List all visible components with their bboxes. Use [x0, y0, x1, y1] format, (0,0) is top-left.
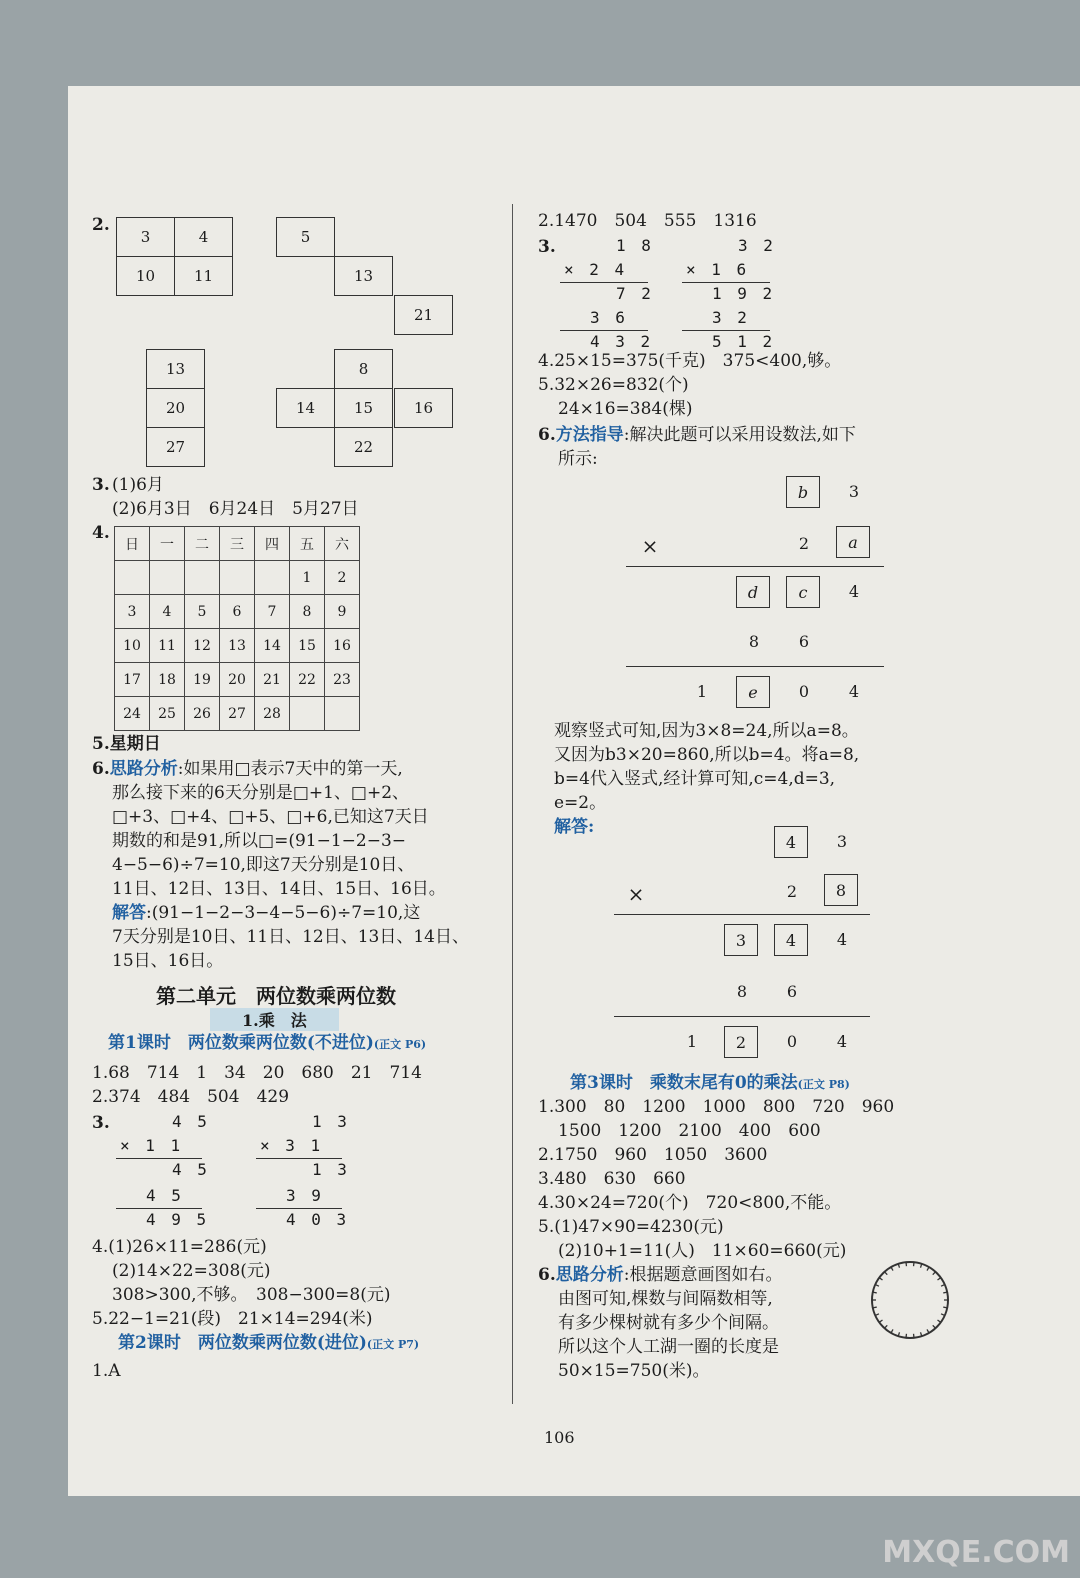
digit-box: a: [836, 526, 870, 558]
tree-tick: [941, 1314, 945, 1316]
page-number: 106: [544, 1428, 575, 1447]
calendar-cell: 13: [220, 629, 255, 663]
calc4-line: 3 2: [738, 236, 776, 255]
net-cell: 20: [146, 388, 205, 428]
calc1-line: 4 5: [146, 1186, 184, 1205]
tree-tick: [933, 1325, 936, 1328]
calc3-line: × 2 4: [564, 260, 628, 279]
calendar-cell: 12: [185, 629, 220, 663]
calendar-header-cell: 五: [290, 527, 325, 561]
l1-q4-line-2: (2)14×22=308(元): [112, 1261, 271, 1281]
lesson2-heading: [118, 1332, 419, 1356]
digit-box: c: [786, 576, 820, 608]
tree-tick: [891, 1267, 893, 1270]
calendar-cell: 10: [115, 629, 150, 663]
digit: 1: [696, 682, 708, 701]
net-cell: 10: [116, 256, 175, 296]
digit: 2: [798, 534, 810, 553]
answer-box: 3: [724, 924, 758, 956]
calendar-cell: 14: [255, 629, 290, 663]
digit: 6: [786, 982, 798, 1001]
tree-tick: [941, 1285, 945, 1287]
tree-tick: [943, 1292, 947, 1293]
net-cell: 21: [394, 295, 453, 335]
net-cell: 4: [174, 217, 233, 257]
q6-line-6: 11日、12日、13日、14日、15日、16日。: [112, 879, 446, 899]
l3-q4: 4.30×24=720(个) 720<800,不能。: [538, 1193, 842, 1213]
puzzle-rule: [626, 666, 884, 667]
net-cell: 5: [276, 217, 335, 257]
calc3-line: 4 3 2: [590, 332, 654, 351]
calc4-line: × 1 6: [686, 260, 750, 279]
calc4-rule: [682, 330, 770, 331]
q3-label: 3.: [92, 475, 110, 495]
answer-box: 4: [774, 924, 808, 956]
calendar-cell: 2: [325, 561, 360, 595]
calendar-cell: 18: [150, 663, 185, 697]
calendar-row: [115, 697, 360, 731]
calendar-row: [115, 629, 360, 663]
answer-head: 解答:: [554, 817, 595, 837]
times-sign: ×: [641, 534, 659, 558]
digit: 4: [848, 582, 860, 601]
digit: 2: [786, 882, 798, 901]
lesson1-title: 第1课时 两位数乘两位数(不进位): [108, 1033, 374, 1053]
calendar-cell: 25: [150, 697, 185, 731]
calc3-rule: [560, 282, 648, 283]
r-q6-text: :解决此题可以采用设数法,如下: [623, 425, 856, 445]
digit-box: d: [736, 576, 770, 608]
calendar-cell: [185, 561, 220, 595]
r-q3-label: 3.: [538, 237, 556, 257]
lesson2-ref: (正文 P7): [366, 1338, 420, 1351]
digit: 4: [836, 1032, 848, 1051]
l3-q5-line-2: (2)10+1=11(人) 11×60=660(元): [558, 1241, 847, 1261]
net-cell: 13: [334, 256, 393, 296]
tree-tick: [873, 1292, 877, 1293]
calendar-cell: [220, 561, 255, 595]
lesson2-title: 第2课时 两位数乘两位数(进位): [118, 1333, 367, 1353]
section-title: 1.乘 法: [210, 1008, 339, 1031]
calc1-rule: [116, 1208, 202, 1209]
l3-q6-number: 6.: [538, 1265, 556, 1285]
times-sign: ×: [627, 882, 645, 906]
digit: 6: [798, 632, 810, 651]
calendar-cell: 15: [290, 629, 325, 663]
calendar-cell: 23: [325, 663, 360, 697]
calendar-cell: 20: [220, 663, 255, 697]
r-q2: 2.1470 504 555 1316: [538, 211, 757, 231]
q6-answer-head: 解答: [112, 903, 146, 923]
digit: 1: [686, 1032, 698, 1051]
puzzle-rule: [626, 566, 884, 567]
calendar-cell: 6: [220, 595, 255, 629]
calendar-cell: 1: [290, 561, 325, 595]
column-divider: [512, 204, 513, 1404]
site-watermark: MXQE.COM: [882, 1535, 1070, 1570]
digit: 4: [848, 682, 860, 701]
l1-q4-line-1: 4.(1)26×11=286(元): [92, 1237, 267, 1257]
digit: 3: [836, 832, 848, 851]
r-q4: 4.25×15=375(千克) 375<400,够。: [538, 351, 842, 371]
answer-box: 2: [724, 1026, 758, 1058]
q6-line-1: [92, 758, 403, 780]
calendar-cell: 21: [255, 663, 290, 697]
net-cell: 14: [276, 388, 335, 428]
r-q6-number: 6.: [538, 425, 556, 445]
l1-q4-line-3: 308>300,不够。 308−300=8(元): [112, 1285, 391, 1305]
calc3-line: 3 6: [590, 308, 628, 327]
r-q6-line-1: [538, 424, 856, 446]
obs-line-4: e=2。: [554, 793, 607, 813]
calendar-cell: 16: [325, 629, 360, 663]
digit: 0: [798, 682, 810, 701]
calendar-header-cell: 三: [220, 527, 255, 561]
calc4-line: 1 9 2: [712, 284, 776, 303]
answer-page: [68, 86, 1080, 1496]
q6-answer-line-2: 7天分别是10日、11日、12日、13日、14日、: [112, 927, 469, 947]
calendar-header-cell: 日: [115, 527, 150, 561]
obs-line-1: 观察竖式可知,因为3×8=24,所以a=8。: [554, 721, 859, 741]
l1-q3-label: 3.: [92, 1113, 110, 1133]
l1-q2: 2.374 484 504 429: [92, 1087, 290, 1107]
calc2-rule: [256, 1158, 342, 1159]
puzzle-rule: [614, 914, 870, 915]
calc3-line: 7 2: [616, 284, 654, 303]
calendar-cell: [290, 697, 325, 731]
l3-q6-line-3: 有多少棵树就有多少个间隔。: [558, 1313, 779, 1333]
tree-tick: [938, 1278, 941, 1280]
r-q6-line-2: 所示:: [558, 449, 598, 469]
calendar-cell: 8: [290, 595, 325, 629]
tree-tick: [927, 1329, 929, 1332]
calc2-line: 1 3: [312, 1112, 350, 1131]
l3-q1-line-1: 1.300 80 1200 1000 800 720 960: [538, 1097, 895, 1117]
l3-q6-line-5: 50×15=750(米)。: [558, 1361, 710, 1381]
tree-tick: [875, 1285, 879, 1287]
q6-head: 思路分析: [109, 759, 178, 779]
answer-box: 4: [774, 826, 808, 858]
tree-tick: [885, 1272, 888, 1275]
calendar-cell: 19: [185, 663, 220, 697]
lesson3-ref: (正文 P8): [797, 1078, 850, 1091]
calendar-cell: [115, 561, 150, 595]
q6-number: 6.: [92, 759, 110, 779]
digit: 0: [786, 1032, 798, 1051]
calendar-header-cell: 四: [255, 527, 290, 561]
digit: 4: [836, 930, 848, 949]
tree-tick: [933, 1272, 936, 1275]
l3-q1-line-2: 1500 1200 2100 400 600: [558, 1121, 821, 1141]
digit-box: b: [786, 476, 820, 508]
digit: 8: [748, 632, 760, 651]
q4-label: 4.: [92, 523, 110, 543]
q6-answer-line-1: [112, 902, 420, 924]
calendar-table: [114, 526, 360, 731]
q2-label: 2.: [92, 215, 110, 235]
q5-answer: 5.星期日: [92, 734, 161, 754]
calendar-row: [115, 663, 360, 697]
net-cell: 27: [146, 427, 205, 467]
calc2-rule: [256, 1208, 342, 1209]
l1-q5: 5.22−1=21(段) 21×14=294(米): [92, 1309, 373, 1329]
l3-q5-line-1: 5.(1)47×90=4230(元): [538, 1217, 724, 1237]
calendar-header-cell: 二: [185, 527, 220, 561]
calc2-line: 4 0 3: [286, 1210, 350, 1229]
l3-q6-head: 思路分析: [555, 1265, 624, 1285]
l3-q6-text: :根据题意画图如右。: [623, 1265, 783, 1285]
calendar-cell: 22: [290, 663, 325, 697]
digit: 3: [848, 482, 860, 501]
calc1-line: 4 5: [172, 1112, 210, 1131]
r-q6-head: 方法指导: [555, 425, 624, 445]
net-cell: 3: [116, 217, 175, 257]
net-cell: 16: [394, 388, 453, 428]
q6-answer-line-3: 15日、16日。: [112, 951, 224, 971]
unit-title: 第二单元 两位数乘两位数: [156, 984, 396, 1008]
calendar-cell: 4: [150, 595, 185, 629]
calendar-cell: 7: [255, 595, 290, 629]
tree-tick: [943, 1307, 947, 1308]
net-cell: 22: [334, 427, 393, 467]
l3-q6-line-1: [538, 1264, 782, 1286]
digit: 8: [736, 982, 748, 1001]
obs-line-3: b=4代入竖式,经计算可知,c=4,d=3,: [554, 769, 836, 789]
answer-box: 8: [824, 874, 858, 906]
r-q5-line-1: 5.32×26=832(个): [538, 375, 689, 395]
calendar-header-cell: 一: [150, 527, 185, 561]
q3-line-2: (2)6月3日 6月24日 5月27日: [112, 499, 359, 519]
q6-answer-text: :(91−1−2−3−4−5−6)÷7=10,这: [146, 903, 421, 923]
lake-circle: [872, 1262, 948, 1338]
calendar-cell: 26: [185, 697, 220, 731]
lesson3-title: 第3课时 乘数末尾有0的乘法: [570, 1073, 798, 1093]
calendar-cell: 28: [255, 697, 290, 731]
calc1-line: 4 9 5: [146, 1210, 210, 1229]
calendar-row: [115, 561, 360, 595]
tree-tick: [891, 1329, 893, 1332]
q6-line-3: □+3、□+4、□+5、□+6,已知这7天日: [112, 807, 429, 827]
calendar-header-row: [115, 527, 360, 561]
tree-tick: [879, 1278, 882, 1280]
q6-line-5: 4−5−6)÷7=10,即这7天分别是10日、: [112, 855, 415, 875]
calc4-rule: [682, 282, 770, 283]
calendar-cell: [255, 561, 290, 595]
calendar-row: [115, 595, 360, 629]
calendar-header-cell: 六: [325, 527, 360, 561]
calc1-line: × 1 1: [120, 1136, 184, 1155]
calendar-cell: [150, 561, 185, 595]
calendar-cell: 9: [325, 595, 360, 629]
calc2-line: 3 9: [286, 1186, 324, 1205]
calc4-line: 3 2: [712, 308, 750, 327]
tree-tick: [879, 1320, 882, 1322]
lake-circle-diagram: [864, 1254, 956, 1346]
lesson3-heading: [570, 1072, 850, 1096]
calendar-cell: 17: [115, 663, 150, 697]
net-cell: 8: [334, 349, 393, 389]
tree-tick: [873, 1307, 877, 1308]
l3-q6-line-2: 由图可知,棵数与间隔数相等,: [558, 1289, 773, 1309]
tree-tick: [938, 1320, 941, 1322]
net-cell: 11: [174, 256, 233, 296]
calendar-cell: 5: [185, 595, 220, 629]
calc1-rule: [116, 1158, 202, 1159]
q6-text: :如果用□表示7天中的第一天,: [177, 759, 403, 779]
tree-tick: [927, 1267, 929, 1270]
l3-q6-line-4: 所以这个人工湖一圈的长度是: [558, 1337, 779, 1357]
calendar-cell: 3: [115, 595, 150, 629]
tree-tick: [875, 1314, 879, 1316]
tree-tick: [885, 1325, 888, 1328]
calendar-cell: 27: [220, 697, 255, 731]
net-cell: 13: [146, 349, 205, 389]
r-q5-line-2: 24×16=384(棵): [558, 399, 693, 419]
l3-q3: 3.480 630 660: [538, 1169, 686, 1189]
l1-q1: 1.68 714 1 34 20 680 21 714: [92, 1063, 422, 1083]
calc1-line: 4 5: [172, 1160, 210, 1179]
l3-q2: 2.1750 960 1050 3600: [538, 1145, 768, 1165]
calendar-cell: 24: [115, 697, 150, 731]
digit-box: e: [736, 676, 770, 708]
calc2-line: × 3 1: [260, 1136, 324, 1155]
calc2-line: 1 3: [312, 1160, 350, 1179]
puzzle-rule: [614, 1016, 870, 1017]
obs-line-2: 又因为b3×20=860,所以b=4。将a=8,: [554, 745, 860, 765]
q3-line-1: (1)6月: [112, 475, 164, 495]
calc3-line: 1 8: [616, 236, 654, 255]
q6-line-4: 期数的和是91,所以□=(91−1−2−3−: [112, 831, 407, 851]
l2-q1: 1.A: [92, 1361, 121, 1381]
net-cell: 15: [334, 388, 393, 428]
lesson1-heading: [108, 1032, 426, 1056]
calendar-cell: [325, 697, 360, 731]
calc4-line: 5 1 2: [712, 332, 776, 351]
calendar-cell: 11: [150, 629, 185, 663]
q6-line-2: 那么接下来的6天分别是□+1、□+2、: [112, 783, 410, 803]
calc3-rule: [560, 330, 648, 331]
lesson1-ref: (正文 P6): [373, 1038, 427, 1051]
